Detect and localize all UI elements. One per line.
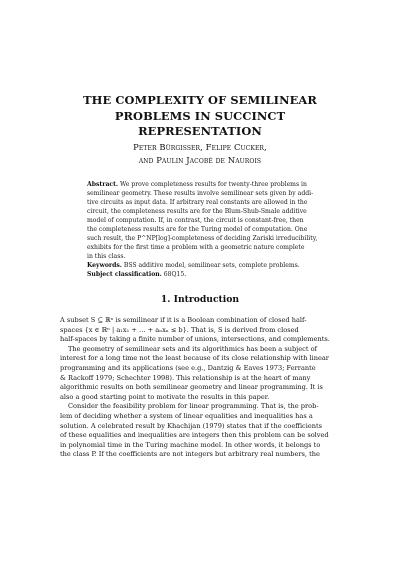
abstract-line: We prove completeness results for twenty-three problems in [119, 181, 307, 188]
body-line: Consider the feasibility problem for linear programming. That is, the prob- [68, 402, 319, 411]
introduction-text [60, 316, 342, 460]
paper-authors [60, 141, 340, 167]
abstract-line: semilinear geometry. These results involve semilinear sets given by addi- [87, 190, 314, 198]
subject-label: Subject classification. [87, 271, 162, 279]
body-line: programming and its applications (see e.g., Dantzig & Eaves 1973; Ferrante [60, 363, 316, 372]
paper-title [60, 93, 340, 140]
title-line: REPRESENTATION [138, 124, 262, 138]
abstract-line: tive circuits as input data. If arbitrary real constants are allowed in the [87, 199, 308, 207]
body-line: in polynomial time in the Turing machine model. In other words, it belongs to [60, 440, 321, 449]
body-line: lem of deciding whether a system of linear equalities and inequalities has a [60, 411, 313, 420]
body-line: algorithmic results on both semilinear geometry and linear programming. It is [60, 383, 323, 392]
author-line: and Paulin Jacobé de Naurois [138, 155, 262, 165]
body-line: interest for a long time not the least because of its close relationship with linear [60, 354, 329, 363]
subject-text: 68Q15. [163, 271, 187, 279]
body-line: solution. A celebrated result by Khachijan (1979) states that if the coefficients [60, 421, 323, 430]
subject-line [87, 270, 313, 279]
body-line: & Rackoff 1979; Schechter 1998). This relationship is at the heart of many [60, 373, 311, 382]
body-line: half-spaces by taking a finite number of unions, intersections, and complements. [60, 335, 330, 344]
body-line: A subset S ⊆ ℝⁿ is semilinear if it is a Boolean combination of closed half- [60, 316, 307, 324]
body-line: the class P. If the coefficients are not integers but arbitrary real numbers, the [60, 450, 320, 459]
abstract-line: such result, the P^NP[log]-completeness of deciding Zariski irreducibility, [87, 235, 318, 243]
body-line: The geometry of semilinear sets and its algorithmics has been a subject of [68, 344, 317, 353]
keywords-line [87, 261, 313, 270]
title-line: PROBLEMS IN SUCCINCT [114, 108, 286, 123]
abstract-line: exhibits for the first time a problem with a geometric nature complete [87, 244, 305, 252]
body-line: spaces {x ∈ ℝⁿ | a₁x₁ + … + aₙxₙ ≤ b}. That is, S is derived from closed [60, 325, 299, 334]
abstract-line: the completeness results are for the Turing model of computation. One [87, 226, 308, 234]
keywords-label: Keywords. [87, 262, 122, 270]
abstract-line: model of computation. If, in contrast, the circuit is constant-free, then [87, 217, 304, 225]
abstract-line: in this class. [87, 253, 126, 261]
section-heading [60, 294, 340, 305]
title-line: THE COMPLEXITY OF SEMILINEAR [83, 93, 317, 107]
abstract-block [87, 180, 318, 280]
section-number: 1. [160, 294, 171, 305]
body-line: also a good starting point to motivate the results in this paper. [60, 392, 270, 401]
body-line: of these equalities and inequalities are integers then this problem can be solved [60, 431, 329, 440]
author-line: Peter Bürgisser, Felipe Cucker, [133, 142, 267, 152]
abstract-label: Abstract. [87, 181, 119, 188]
abstract-line: circuit, the completeness results are for the Blum-Shub-Smale additive [87, 208, 307, 216]
section-title: Introduction [173, 294, 240, 305]
keywords-text: BSS additive model, semilinear sets, complete problems. [123, 262, 300, 270]
